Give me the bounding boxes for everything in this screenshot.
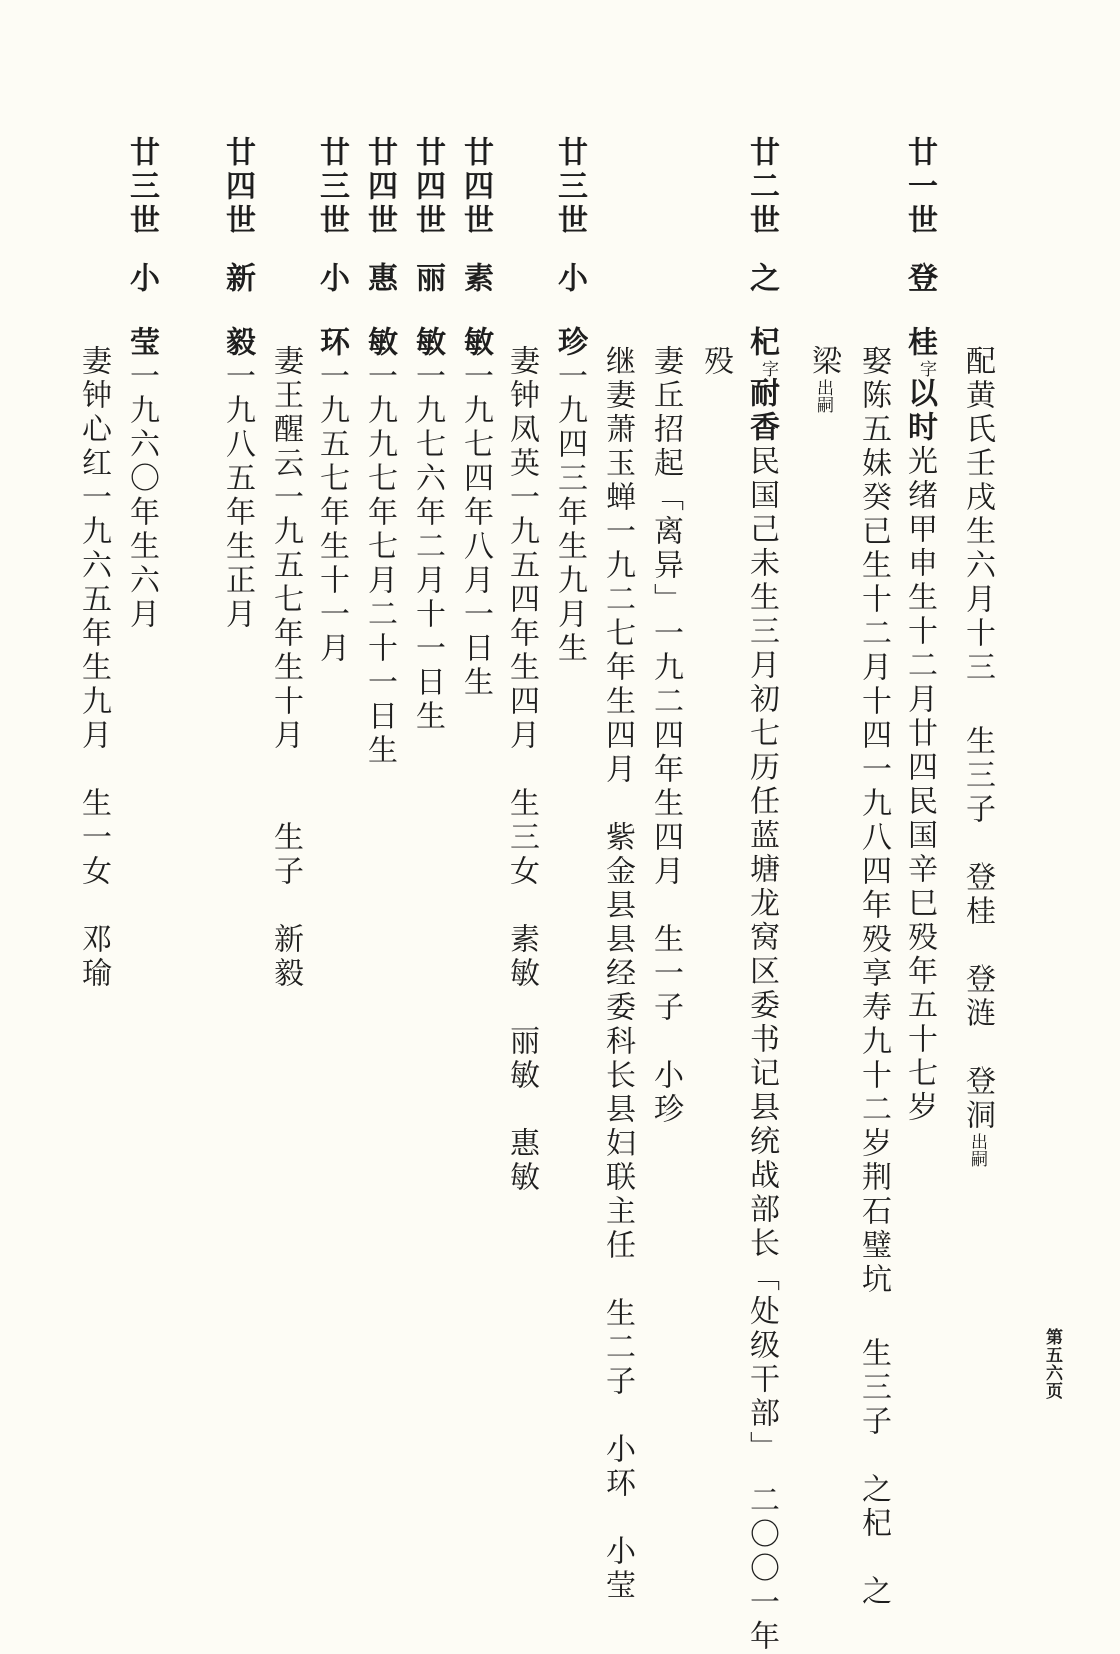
- entry-text: 娶陈五妹癸已生十二月十四一九八四年殁享寿九十二岁荆石璧坑: [856, 345, 891, 1297]
- genealogy-text-column: [648, 345, 683, 1127]
- generation-label: 廿一世: [902, 136, 937, 238]
- generation-label: 廿四世: [362, 136, 397, 238]
- genealogy-entry-column: [410, 136, 445, 734]
- genealogy-text-column: [698, 345, 733, 379]
- person-name-char: 毅: [220, 326, 255, 360]
- generation-label: 廿三世: [552, 136, 587, 238]
- entry-text: 妻钟心红一九六五年生九月 生一女 邓瑜: [76, 345, 111, 991]
- person-name-char: 小: [314, 262, 349, 296]
- person-name-char: 敏: [362, 326, 397, 360]
- genealogy-text-column: [600, 345, 635, 1603]
- entry-text: 妻丘招起「离异」一九二四年生四月 生一子 小珍: [648, 345, 683, 1127]
- page-number: 第五六页: [1042, 1328, 1062, 1400]
- courtesy-name: 耐香: [744, 377, 779, 445]
- person-name-char: 杞: [744, 326, 779, 360]
- entry-text: 一九九七年七月二十一日生: [362, 360, 397, 768]
- person-name-char: 之: [744, 262, 779, 296]
- entry-text: 一九七四年八月一日生: [458, 360, 493, 700]
- genealogy-text-column: [806, 345, 841, 413]
- entry-text: 光绪甲申生十二月廿四民国辛巳殁年五十七岁: [902, 445, 937, 1125]
- genealogy-entry-column: [902, 136, 937, 1125]
- genealogy-text-column: [76, 345, 111, 991]
- generation-label: 廿四世: [458, 136, 493, 238]
- entry-text: 继妻萧玉蝉一九二七年生四月 紫金县县经委科长县妇联主任 生二子 小环 小莹: [600, 345, 635, 1603]
- entry-text: 配黄氏壬戌生六月十三: [960, 345, 995, 685]
- person-name-char: 惠: [362, 262, 397, 296]
- genealogy-entry-column: [744, 136, 779, 1654]
- courtesy-name-label: 字: [758, 360, 778, 377]
- generation-label: 廿三世: [314, 136, 349, 238]
- person-name-char: 小: [552, 262, 587, 296]
- adoption-note: 出嗣: [967, 1133, 987, 1167]
- entry-text: 一九六〇年生六月: [124, 360, 159, 632]
- genealogy-entry-column: [314, 136, 349, 666]
- entry-text: 一九四三年生九月生: [552, 360, 587, 666]
- generation-label: 廿四世: [410, 136, 445, 238]
- person-name-char: 登: [902, 262, 937, 296]
- genealogy-entry-column: [362, 136, 397, 768]
- entry-text: 殁: [698, 345, 733, 379]
- person-name-char: 桂: [902, 326, 937, 360]
- genealogy-entry-column: [458, 136, 493, 700]
- person-name-char: 敏: [458, 326, 493, 360]
- genealogy-text-column: [268, 345, 303, 991]
- person-name-char: 丽: [410, 262, 445, 296]
- entry-text: 妻钟凤英一九五四年生四月 生三女 素敏 丽敏 惠敏: [504, 345, 539, 1195]
- genealogy-text-column: [856, 345, 891, 1609]
- generation-label: 廿四世: [220, 136, 255, 238]
- person-name-char: 珍: [552, 326, 587, 360]
- entry-children-text: 生三子 登桂 登涟 登洞: [960, 725, 995, 1133]
- courtesy-name: 以时: [902, 377, 937, 445]
- entry-text: 一九五七年生十一月: [314, 360, 349, 666]
- courtesy-name-label: 字: [916, 360, 936, 377]
- person-name-char: 莹: [124, 326, 159, 360]
- genealogy-text-column: [960, 345, 995, 1167]
- genealogy-entry-column: [220, 136, 255, 632]
- person-name-char: 素: [458, 262, 493, 296]
- person-name-char: 环: [314, 326, 349, 360]
- entry-text: 梁: [806, 345, 841, 379]
- adoption-note: 出嗣: [813, 379, 833, 413]
- entry-text: 民国己未生三月初七历任蓝塘龙窝区委书记县统战部长「处级干部」 二〇〇一年: [744, 445, 779, 1654]
- genealogy-text-column: [504, 345, 539, 1195]
- person-name-char: 敏: [410, 326, 445, 360]
- entry-text: 一九八五年生正月: [220, 360, 255, 632]
- person-name-char: 小: [124, 262, 159, 296]
- genealogy-entry-column: [124, 136, 159, 632]
- person-name-char: 新: [220, 262, 255, 296]
- entry-children-text: 生三子 之杞 之: [856, 1337, 891, 1609]
- generation-label: 廿二世: [744, 136, 779, 238]
- generation-label: 廿三世: [124, 136, 159, 238]
- entry-text: 一九七六年二月十一日生: [410, 360, 445, 734]
- entry-text: 妻王醒云一九五七年生十月 生子 新毅: [268, 345, 303, 991]
- genealogy-entry-column: [552, 136, 587, 666]
